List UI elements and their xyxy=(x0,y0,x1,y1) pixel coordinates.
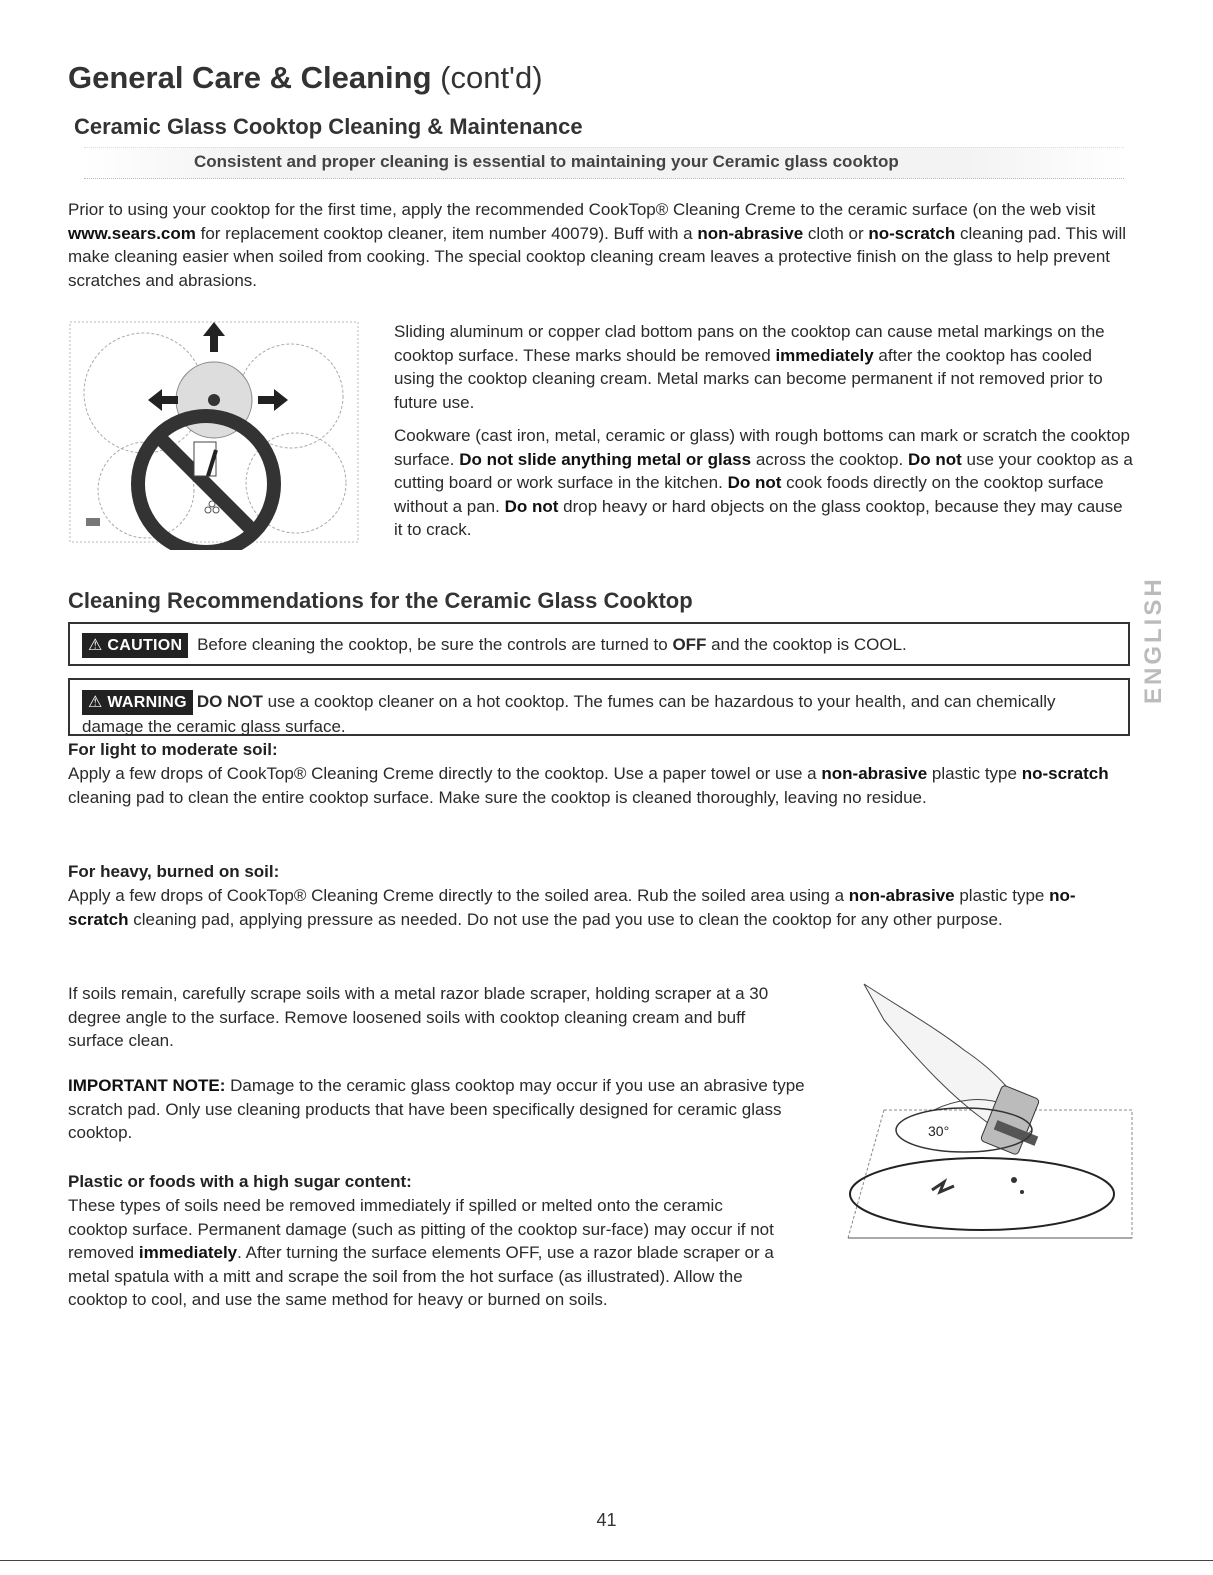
page-title-suffix: (cont'd) xyxy=(440,60,543,95)
intro-text-1: Prior to using your cooktop for the first time, apply the recommended CookTop® Cleaning Creme to the ceramic surface (on the web visit xyxy=(68,200,1096,219)
sliding-text-1: Sliding aluminum or copper clad bottom pans on the cooktop can cause metal markings on the cooktop surface. These marks should be removed xyxy=(394,322,1105,365)
tagline-text: Consistent and proper cleaning is essential to maintaining your Ceramic glass cooktop xyxy=(194,152,899,171)
cookware-text-1: Cookware (cast iron, metal, ceramic or glass) with rough bottoms can mark or scratch the cooktop surface. xyxy=(394,426,1131,469)
caution-text-1: Before cleaning the cooktop, be sure the controls are turned to xyxy=(192,635,673,654)
heavy-soil-text-3: cleaning pad, applying pressure as needed. Do not use the pad you use to clean the cooktop for any other purpose. xyxy=(128,909,1003,929)
language-side-tab: ENGLISH xyxy=(1140,576,1167,704)
page-title-main: General Care & Cleaning xyxy=(68,60,432,95)
heavy-soil-heading: For heavy, burned on soil: xyxy=(68,862,280,881)
sugar-content-heading: Plastic or foods with a high sugar content: xyxy=(68,1172,412,1191)
intro-bold-no-scratch: no-scratch xyxy=(868,223,956,243)
heavy-soil-paragraph xyxy=(68,884,1133,931)
warning-box xyxy=(68,678,1130,736)
light-soil-text-3: cleaning pad to clean the entire cooktop surface. Make sure the cooktop is cleaned thoroughly, leaving no residue. xyxy=(68,787,927,807)
sears-website-text: www.sears.com xyxy=(68,223,196,243)
caution-box xyxy=(68,622,1130,666)
cleaning-recommendations-heading: Cleaning Recommendations for the Ceramic Glass Cooktop xyxy=(68,588,693,613)
cookware-text-2: across the cooktop. xyxy=(751,449,908,469)
light-soil-bold-2: no-scratch xyxy=(1021,764,1109,783)
important-note-label: IMPORTANT NOTE: xyxy=(68,1076,226,1095)
cookware-bold-2: Do not xyxy=(907,449,962,469)
sugar-text-1: These types of soils need be removed immediately if spilled or melted onto the ceramic cooktop surface. Permanent damage (such as pitting of the cooktop sur-face) may occur if not removed xyxy=(68,1196,774,1262)
light-soil-bold-1: non-abrasive xyxy=(821,764,928,783)
page-number: 41 xyxy=(596,1510,617,1530)
page-title xyxy=(68,60,543,96)
sugar-text-2: . After turning the surface elements OFF, use a razor blade scraper or a metal spatula with a mitt and scrape the soil from the hot surface (as illustrated). Allow the cooktop to cool, and use the same method for heavy or burned on soils. xyxy=(68,1243,774,1309)
cookware-text-3: use your cooktop as a cutting board or work surface in the kitchen. xyxy=(394,449,1133,492)
sugar-bold-immediately: immediately xyxy=(138,1243,238,1262)
intro-bold-non-abrasive: non-abrasive xyxy=(697,223,804,243)
heavy-soil-bold-1: non-abrasive xyxy=(848,886,955,905)
cookware-text-5: drop heavy or hard objects on the glass cooktop, because they may cause it to crack. xyxy=(394,496,1123,539)
scraper-illustration xyxy=(844,980,1134,1242)
intro-paragraph xyxy=(68,198,1133,292)
tagline-banner xyxy=(84,147,1124,179)
heavy-soil-text-2: plastic type xyxy=(954,886,1050,905)
caution-text-2: and the cooktop is COOL. xyxy=(706,635,907,654)
section-subtitle: Ceramic Glass Cooktop Cleaning & Maintenance xyxy=(74,114,583,139)
cookware-bold-3: Do not xyxy=(727,473,782,492)
sliding-bold-immediately: immediately xyxy=(775,345,874,365)
caution-bold-off: OFF xyxy=(672,635,707,654)
intro-text-2: for replacement cooktop cleaner, item number 40079). Buff with a xyxy=(195,223,698,243)
intro-text-3: cloth or xyxy=(803,223,869,243)
light-soil-paragraph xyxy=(68,762,1133,809)
sugar-content-paragraph xyxy=(68,1194,780,1312)
intro-text-4: cleaning pad. This will make cleaning easier when soiled from cooking. The special cooktop cleaning cream leaves a protective finish on the glass to help prevent scratches and abrasions. xyxy=(68,223,1127,290)
important-note-text: Damage to the ceramic glass cooktop may occur if you use an abrasive type scratch pad. Only use cleaning products that have been specifically designed for ceramic glass cooktop. xyxy=(68,1076,805,1142)
heavy-soil-bold-2: no-scratch xyxy=(68,886,1076,929)
sliding-paragraph xyxy=(394,320,1134,414)
important-note-paragraph xyxy=(68,1074,808,1145)
heavy-soil-text-1: Apply a few drops of CookTop® Cleaning Creme directly to the soiled area. Rub the soiled area using a xyxy=(68,886,849,905)
cookware-bold-4: Do not xyxy=(504,496,559,516)
cookware-bold-1: Do not slide anything metal or glass xyxy=(459,449,752,469)
bottom-rule xyxy=(0,1560,1213,1561)
no-sliding-illustration xyxy=(66,318,362,550)
sliding-text-2: after the cooktop has cooled using the cooktop cleaning cream. Metal marks can become permanent if not removed prior to future use. xyxy=(394,345,1103,412)
light-soil-text-2: plastic type xyxy=(927,764,1022,783)
caution-badge: ⚠ CAUTION xyxy=(82,633,188,658)
cookware-text-4: cook foods directly on the cooktop surface without a pan. xyxy=(394,473,1104,516)
light-soil-heading: For light to moderate soil: xyxy=(68,740,278,759)
warning-bold-do-not: DO NOT xyxy=(196,692,263,711)
angle-label: 30° xyxy=(928,1123,950,1139)
cookware-paragraph xyxy=(394,424,1134,542)
warning-text: use a cooktop cleaner on a hot cooktop. The fumes can be hazardous to your health, and can chemically damage the ceramic glass surface. xyxy=(82,692,1056,736)
light-soil-text-1: Apply a few drops of CookTop® Cleaning Creme directly to the cooktop. Use a paper towel or use a xyxy=(68,764,822,783)
scrape-paragraph: If soils remain, carefully scrape soils with a metal razor blade scraper, holding scraper at a 30 degree angle to the surface. Remove loosened soils with cooktop cleaning cream and buff surface clean. xyxy=(68,984,769,1050)
warning-badge: ⚠ WARNING xyxy=(82,690,193,715)
